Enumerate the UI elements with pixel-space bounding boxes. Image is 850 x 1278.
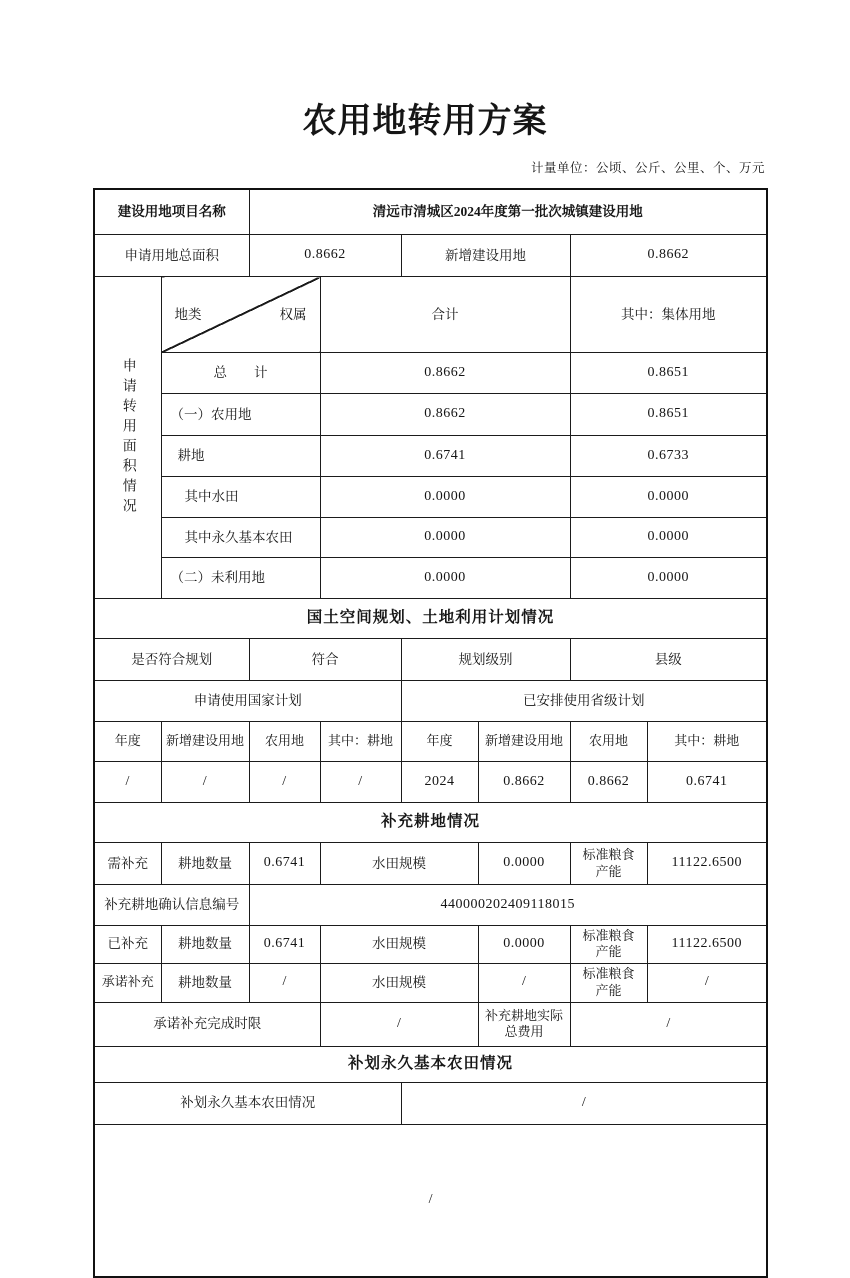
farmland-status-value: /	[401, 1082, 767, 1124]
paddy-scale-label: 水田规模	[320, 963, 478, 1002]
paddy-scale-label: 水田规模	[320, 843, 478, 885]
transfer-row-grand-total	[94, 353, 767, 394]
transfer-row-label: （一）农用地	[161, 394, 320, 436]
plan-col-header: 新增建设用地	[478, 722, 570, 762]
total-area-label: 申请用地总面积	[94, 235, 249, 277]
plan-col-header: 新增建设用地	[161, 722, 249, 762]
transfer-row-collective-value: 0.8651	[570, 353, 767, 394]
project-name-value: 清远市清城区2024年度第一批次城镇建设用地	[249, 189, 767, 235]
transfer-header-row	[94, 277, 767, 353]
paddy-scale-value: 0.0000	[478, 926, 570, 964]
planning-section-header: 国土空间规划、土地利用计划情况	[94, 599, 767, 639]
transfer-row-label: 其中永久基本农田	[161, 518, 320, 558]
planning-level-label: 规划级别	[401, 639, 570, 681]
column-header-collective: 其中：集体用地	[570, 277, 767, 353]
plan-col-header: 年度	[401, 722, 478, 762]
transfer-row-total-value: 0.8662	[320, 353, 570, 394]
transfer-row-collective-value: 0.6733	[570, 436, 767, 477]
transfer-section-side-label: 申请转用面积情况	[120, 357, 136, 518]
compliance-value: 符合	[249, 639, 401, 681]
plan-col-header: 其中：耕地	[320, 722, 401, 762]
transfer-row-unused	[94, 558, 767, 599]
cultivated-qty-label: 耕地数量	[161, 926, 249, 964]
transfer-row-collective-value: 0.0000	[570, 518, 767, 558]
deadline-value: /	[320, 1002, 478, 1046]
transfer-row-paddy	[94, 477, 767, 518]
plan-column-header-row	[94, 722, 767, 762]
grain-capacity-value: /	[647, 963, 767, 1002]
transfer-row-label: 其中水田	[161, 477, 320, 518]
project-name-row	[94, 189, 767, 235]
new-construction-label: 新增建设用地	[401, 235, 570, 277]
national-plan-header: 申请使用国家计划	[94, 681, 401, 722]
plan-col-header: 其中：耕地	[647, 722, 767, 762]
transfer-row-label: 耕地	[161, 436, 320, 477]
supplement-type-label: 已补充	[94, 926, 161, 964]
farmland-note-value: /	[94, 1124, 767, 1277]
paddy-scale-value: 0.0000	[478, 843, 570, 885]
column-header-total: 合计	[320, 277, 570, 353]
planning-compliance-row	[94, 639, 767, 681]
grain-capacity-value: 11122.6500	[647, 926, 767, 964]
supplement-deadline-row	[94, 1002, 767, 1046]
transfer-row-cultivated	[94, 436, 767, 477]
farmland-section-header: 补划永久基本农田情况	[94, 1046, 767, 1082]
supplement-type-label: 需补充	[94, 843, 161, 885]
plan-value: /	[249, 762, 320, 803]
diagonal-label-ownership: 权属	[279, 306, 307, 322]
grain-capacity-label: 标准粮食产能	[570, 926, 647, 964]
transfer-row-total-value: 0.0000	[320, 558, 570, 599]
transfer-row-total-value: 0.8662	[320, 394, 570, 436]
transfer-row-label: （二）未利用地	[161, 558, 320, 599]
plan-value: /	[161, 762, 249, 803]
supplement-confirm-row	[94, 885, 767, 926]
actual-cost-label: 补充耕地实际总费用	[478, 1002, 570, 1046]
farmland-section-header-row	[94, 1046, 767, 1082]
plan-value: 2024	[401, 762, 478, 803]
transfer-section-side-cell	[94, 277, 161, 599]
plan-value: /	[94, 762, 161, 803]
planning-section-header-row	[94, 599, 767, 639]
plan-value: 0.8662	[570, 762, 647, 803]
cultivated-qty-value: 0.6741	[249, 926, 320, 964]
plan-col-header: 农用地	[249, 722, 320, 762]
cultivated-qty-value: /	[249, 963, 320, 1002]
deadline-label: 承诺补充完成时限	[94, 1002, 320, 1046]
cultivated-qty-value: 0.6741	[249, 843, 320, 885]
provincial-plan-header: 已安排使用省级计划	[401, 681, 767, 722]
cultivated-qty-label: 耕地数量	[161, 963, 249, 1002]
cultivated-qty-label: 耕地数量	[161, 843, 249, 885]
project-name-label: 建设用地项目名称	[94, 189, 249, 235]
supplement-promise-row	[94, 963, 767, 1002]
confirm-number-label: 补充耕地确认信息编号	[94, 885, 249, 926]
plan-group-header-row	[94, 681, 767, 722]
plan-col-header: 年度	[94, 722, 161, 762]
plan-value: /	[320, 762, 401, 803]
supplement-done-row	[94, 926, 767, 964]
diagonal-header-cell	[161, 277, 320, 353]
document-title: 农用地转用方案	[302, 103, 548, 140]
transfer-row-label: 总 计	[161, 353, 320, 394]
new-construction-value: 0.8662	[570, 235, 767, 277]
diagonal-label-land-type: 地类	[174, 306, 202, 322]
transfer-row-collective-value: 0.0000	[570, 558, 767, 599]
farmland-status-label: 补划永久基本农田情况	[94, 1082, 401, 1124]
actual-cost-value: /	[570, 1002, 767, 1046]
farmland-status-row	[94, 1082, 767, 1124]
transfer-row-collective-value: 0.0000	[570, 477, 767, 518]
diagonal-header-inner	[175, 277, 307, 352]
grain-capacity-value: 11122.6500	[647, 843, 767, 885]
paddy-scale-value: /	[478, 963, 570, 1002]
compliance-label: 是否符合规划	[94, 639, 249, 681]
total-area-value: 0.8662	[249, 235, 401, 277]
land-conversion-form-table	[93, 188, 768, 1278]
farmland-note-row	[94, 1124, 767, 1277]
paddy-scale-label: 水田规模	[320, 926, 478, 964]
supplement-need-row	[94, 843, 767, 885]
transfer-row-total-value: 0.0000	[320, 518, 570, 558]
transfer-row-total-value: 0.0000	[320, 477, 570, 518]
grain-capacity-label: 标准粮食产能	[570, 843, 647, 885]
measurement-unit-note: 计量单位：公顷、公斤、公里、个、万元	[530, 161, 765, 175]
planning-level-value: 县级	[570, 639, 767, 681]
plan-col-header: 农用地	[570, 722, 647, 762]
transfer-row-collective-value: 0.8651	[570, 394, 767, 436]
supplement-section-header: 补充耕地情况	[94, 803, 767, 843]
supplement-type-label: 承诺补充	[94, 963, 161, 1002]
total-area-row	[94, 235, 767, 277]
plan-values-row	[94, 762, 767, 803]
plan-value: 0.8662	[478, 762, 570, 803]
plan-value: 0.6741	[647, 762, 767, 803]
grain-capacity-label: 标准粮食产能	[570, 963, 647, 1002]
confirm-number-value: 440000202409118015	[249, 885, 767, 926]
transfer-row-permanent-farmland	[94, 518, 767, 558]
transfer-row-total-value: 0.6741	[320, 436, 570, 477]
transfer-row-agricultural	[94, 394, 767, 436]
supplement-section-header-row	[94, 803, 767, 843]
